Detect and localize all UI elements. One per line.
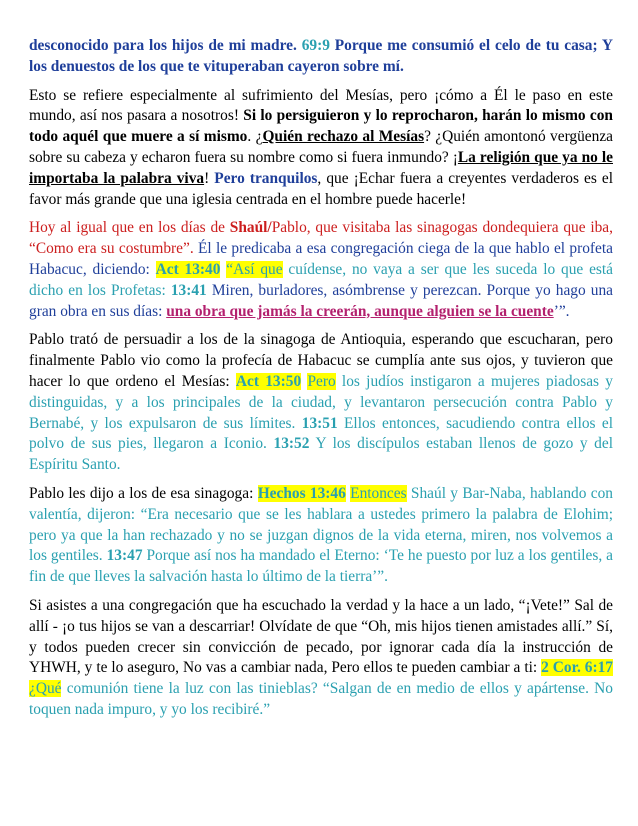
- p2-text: ? ¿Quién amontonó vergüenza sobre su cabeza y echaron fuera su nombre como si fuera inmundo? ¡: [29, 128, 613, 166]
- paragraph-5: [29, 484, 613, 588]
- p2-text: . ¿: [247, 128, 263, 146]
- p4-verse-text: Y los discípulos estaban llenos de gozo y del Espíritu Santo.: [29, 435, 613, 474]
- p2-bold-question: Quién rechazo al Mesías: [262, 128, 425, 146]
- p6-verse-text: comunión tiene la luz con las tinieblas? “Salgan de en medio de ellos y apártense. No toquen nada impuro, y yo los recibiré.”: [29, 680, 613, 718]
- p2-text: , que ¡Echar fuera a creyentes verdaderos es el favor más grande que una iglesia centrada en el hombre puede hacerle!: [29, 169, 613, 208]
- verse-ref-act-13-40: Act 13:40: [155, 260, 221, 278]
- p3-highlight-asi-que: “Así que: [226, 260, 283, 278]
- verse-ref-2-cor-6-17: 2 Cor. 6:17: [541, 659, 614, 677]
- p3-text: Hoy al igual que en los días de: [29, 219, 230, 237]
- p6-text: Si asistes a una congregación que ha escuchado la verdad y la hace a un lado, “¡Vete!” Sal de allí - ¡o tus hijos se van a descarriar! Olvídate de que “Oh, mis hijos tienen amistades allí.” Sí, y todos pueden crecer sin convicción de pecado, por ignorar cada día la instrucción de YHWH, y te lo aseguro, No vas a cambiar nada, Pero ellos te pueden cambiar a ti:: [29, 596, 613, 677]
- p4-verse-text: los judíos instigaron a mujeres piadosas y distinguidas, y a los principales de la ciudad, y levantaron persecución contra Pablo y Bernabé, y los expulsaron de sus límites.: [29, 372, 613, 432]
- p4-text: Pablo trató de persuadir a los de la sinagoga de Antioquia, esperando que escucharan, pero finalmente Pablo vio como la profecía de Habacuc se cumplía ante sus ojos, y tuvieron que hacer lo que ordeno el Mesías:: [29, 331, 613, 390]
- verse-ref-act-13-50: Act 13:50: [235, 372, 302, 390]
- verse-ref-hechos-13-46: Hechos 13:46: [257, 484, 346, 502]
- verse-ref-13-47: 13:47: [106, 547, 143, 565]
- verse-ref-13-52: 13:52: [273, 435, 310, 453]
- p3-magenta-phrase: una obra que jamás la creerán, aunque alguien se la cuente: [166, 302, 554, 320]
- p3-verse-text: cuídense, no vaya a ser que les suceda lo que está dicho en los Profetas:: [29, 260, 613, 299]
- p1-verse-text: Porque me consumió el celo de tu casa; Y los denuestos de los que te vituperaban cayeron sobre mí.: [29, 37, 613, 75]
- verse-ref-69-9: 69:9: [301, 37, 330, 54]
- p3-end: ’”.: [553, 302, 570, 320]
- p2-bold-statement: Si lo persiguieron y lo reprocharon, harán lo mismo con todo aquél que muere a sí mismo: [29, 107, 613, 146]
- p2-blue-phrase: Pero tranquilos: [214, 169, 318, 187]
- p5-verse-text: Shaúl y Bar-Naba, hablando con valentía, dijeron: “Era necesario que se les hablara a ustedes primero la palabra de Elohim; pero ya que la han rechazado y no se juzgan dignos de la vida eterna, miren, nos volvemos a los gentiles.: [29, 484, 613, 565]
- p2-bold-religion: La religión que ya no le importaba la palabra viva: [29, 148, 613, 187]
- p3-verse-text: Miren, burladores, asómbrense y perezcan. Porque yo hago una gran obra en sus días:: [29, 281, 613, 320]
- paragraph-1: [29, 36, 613, 78]
- p5-text: Pablo les dijo a los de esa sinagoga:: [29, 484, 258, 502]
- p5-highlight-entonces: Entonces: [350, 484, 407, 502]
- p3-text: Pablo, que visitaba las sinagogas dondequiera que iba, “Como era su costumbre”.: [29, 219, 613, 258]
- verse-ref-13-41: 13:41: [170, 281, 207, 299]
- p2-text: Esto se refiere especialmente al sufrimiento del Mesías, pero ¡cómo a Él le paso en este mundo, así nos pasara a nosotros!: [29, 86, 613, 125]
- p3-blue-text: Él le predicaba a esa congregación ciega de la que hablo el profeta Habacuc, diciendo:: [29, 240, 613, 278]
- paragraph-2: [29, 86, 613, 211]
- p1-text: desconocido para los hijos de mi madre.: [29, 37, 302, 54]
- p6-highlight-que: ¿Qué: [29, 680, 62, 698]
- verse-ref-13-51: 13:51: [301, 414, 338, 432]
- p5-verse-text: Porque así nos ha mandado el Eterno: ‘Te he puesto por luz a los gentiles, a fin de que lleves la salvación hasta lo último de la tierra’”.: [29, 547, 614, 586]
- p4-verse-text: Ellos entonces, sacudiendo contra ellos el polvo de sus pies, llegaron a Iconio.: [29, 414, 614, 453]
- paragraph-4: [29, 330, 613, 476]
- p3-name-shaul: Shaúl/: [229, 219, 272, 237]
- p4-highlight-pero: Pero: [307, 372, 336, 390]
- paragraph-3: [29, 218, 613, 322]
- paragraph-6: [29, 596, 613, 721]
- p2-text: !: [204, 169, 215, 187]
